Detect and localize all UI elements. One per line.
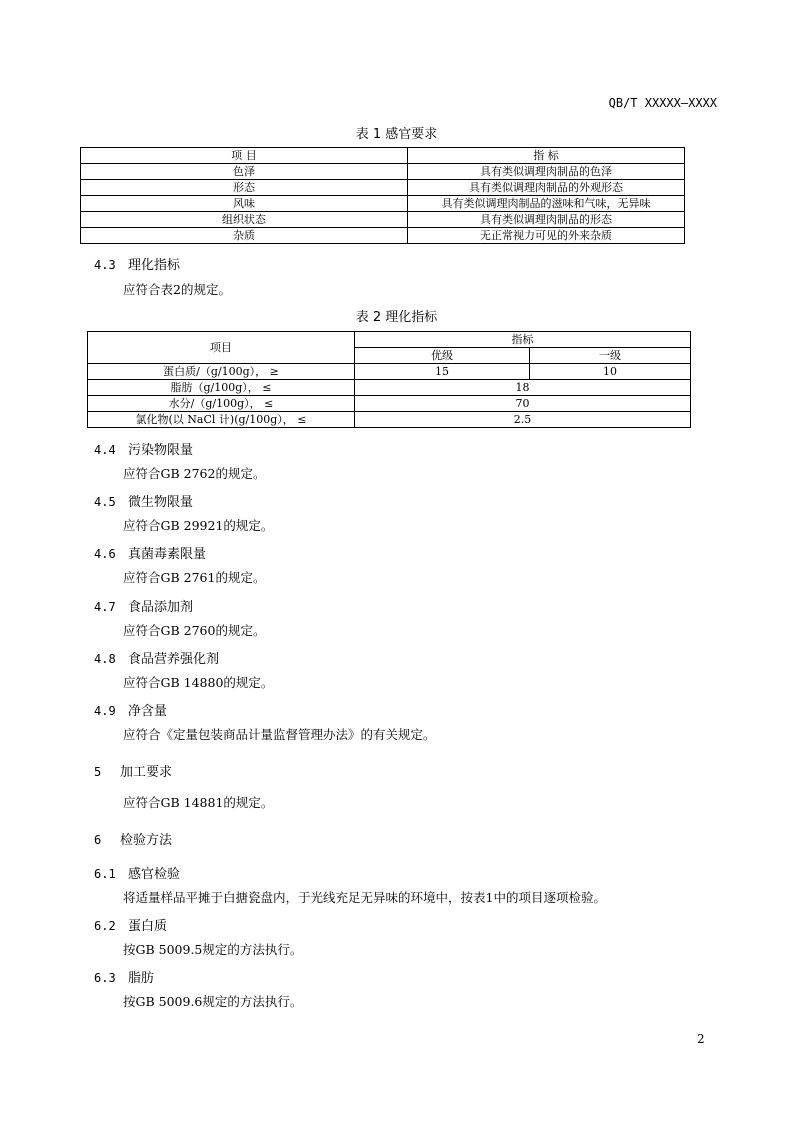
- section-number: 6.3: [94, 971, 116, 985]
- table-cell: 蛋白质/（g/100g）， ≥: [88, 364, 355, 380]
- table-header-row: [81, 148, 685, 164]
- table-cell: 具有类似调理肉制品的外观形态: [408, 180, 685, 196]
- section-title: 感官检验: [128, 867, 181, 882]
- section-heading: [94, 543, 206, 562]
- section-heading: [94, 648, 219, 667]
- section-title: 脂肪: [128, 971, 155, 986]
- section-title: 污染物限量: [128, 443, 194, 458]
- table-cell: 色泽: [81, 164, 408, 180]
- table-cell: 杂质: [81, 228, 408, 244]
- section-number: 6: [94, 833, 102, 847]
- table-row: [88, 364, 691, 380]
- table-cell: 水分/（g/100g）， ≤: [88, 396, 355, 412]
- section-title: 食品营养强化剂: [128, 652, 220, 667]
- section-6-heading: [94, 829, 172, 848]
- section-5-heading: [94, 761, 172, 780]
- section-text: 应符合GB 2760的规定。: [123, 623, 266, 638]
- section-4-3-heading: [94, 254, 180, 273]
- table-cell: 组织状态: [81, 212, 408, 228]
- column-header-index: 指 标: [408, 148, 685, 164]
- table-cell: 具有类似调理肉制品的滋味和气味，无异味: [408, 196, 685, 212]
- section-number: 4.8: [94, 652, 116, 666]
- column-header-item: 项 目: [81, 148, 408, 164]
- column-header-index: 指标: [355, 332, 691, 348]
- column-header-grade-premium: 优级: [355, 348, 530, 364]
- table-row: [81, 228, 685, 244]
- section-text: 应符合GB 29921的规定。: [123, 518, 274, 533]
- section-title: 理化指标: [128, 258, 181, 273]
- section-number: 4.5: [94, 495, 116, 509]
- table-row: [88, 396, 691, 412]
- table-cell: 具有类似调理肉制品的形态: [408, 212, 685, 228]
- section-heading: [94, 439, 193, 458]
- section-number: 5: [94, 765, 102, 779]
- section-heading: [94, 700, 167, 719]
- section-text: 应符合《定量包装商品计量监督管理办法》的有关规定。: [123, 727, 436, 742]
- section-heading: [94, 491, 193, 510]
- table-cell: 18: [355, 380, 691, 396]
- table-row: [81, 196, 685, 212]
- table-cell: 70: [355, 396, 691, 412]
- section-number: 6.2: [94, 919, 116, 933]
- column-header-grade-first: 一级: [530, 348, 691, 364]
- section-heading: [94, 596, 193, 615]
- section-title: 净含量: [128, 704, 168, 719]
- section-number: 4.6: [94, 547, 116, 561]
- section-number: 4.9: [94, 704, 116, 718]
- page-number: 2: [697, 1032, 705, 1046]
- table-row: [81, 212, 685, 228]
- sensory-table: [80, 147, 685, 244]
- section-text: 应符合GB 14880的规定。: [123, 675, 274, 690]
- section-number: 4.4: [94, 443, 116, 457]
- table-cell: 脂肪（g/100g）， ≤: [88, 380, 355, 396]
- section-5-text: 应符合GB 14881的规定。: [123, 795, 274, 810]
- section-text: 按GB 5009.5规定的方法执行。: [123, 942, 303, 957]
- column-header-item: 项目: [88, 332, 355, 364]
- section-title: 检验方法: [120, 833, 173, 848]
- section-title: 食品添加剂: [128, 600, 194, 615]
- table1-caption: 表 1 感官要求: [355, 127, 438, 142]
- section-heading: [94, 915, 167, 934]
- section-text: 应符合GB 2761的规定。: [123, 570, 266, 585]
- table-row: [88, 412, 691, 428]
- section-title: 微生物限量: [128, 495, 194, 510]
- section-number: 4.7: [94, 600, 116, 614]
- section-title: 蛋白质: [128, 919, 168, 934]
- table-cell: 10: [530, 364, 691, 380]
- section-title: 加工要求: [120, 765, 173, 780]
- section-title: 真菌毒素限量: [128, 547, 207, 562]
- section-number: 4.3: [94, 258, 116, 272]
- table-cell: 风味: [81, 196, 408, 212]
- table-cell: 氯化物(以 NaCl 计)(g/100g）， ≤: [88, 412, 355, 428]
- section-text: 将适量样品平摊于白搪瓷盘内，于光线充足无异味的环境中，按表1中的项目逐项检验。: [123, 890, 606, 905]
- physicochemical-table: [87, 331, 691, 428]
- table2-caption: 表 2 理化指标: [355, 310, 438, 325]
- section-heading: [94, 863, 180, 882]
- table-row: [88, 380, 691, 396]
- table-row: [81, 164, 685, 180]
- table-cell: 无正常视力可见的外来杂质: [408, 228, 685, 244]
- section-text: 应符合GB 2762的规定。: [123, 466, 266, 481]
- section-4-3-text: 应符合表2的规定。: [123, 282, 231, 297]
- table-cell: 形态: [81, 180, 408, 196]
- document-code: QB/T XXXXX—XXXX: [608, 96, 717, 110]
- table-cell: 15: [355, 364, 530, 380]
- table-cell: 2.5: [355, 412, 691, 428]
- table-cell: 具有类似调理肉制品的色泽: [408, 164, 685, 180]
- section-heading: [94, 967, 154, 986]
- table-row: [81, 180, 685, 196]
- section-text: 按GB 5009.6规定的方法执行。: [123, 994, 303, 1009]
- section-number: 6.1: [94, 867, 116, 881]
